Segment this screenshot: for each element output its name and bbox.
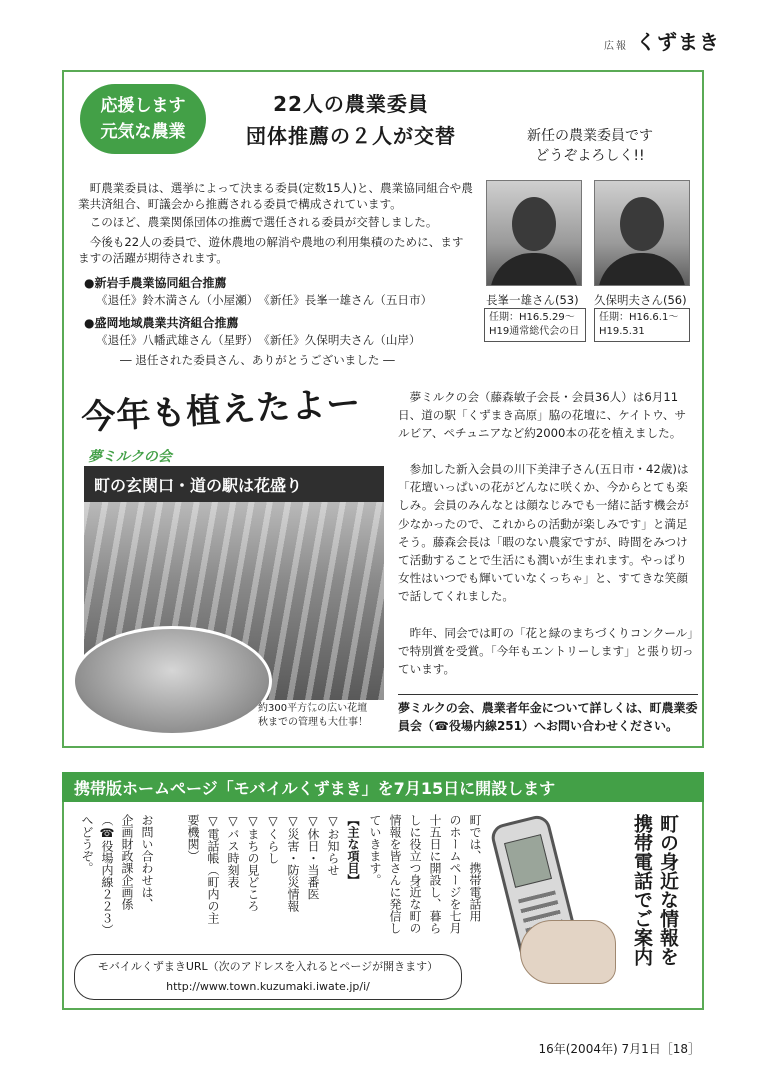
article2-title: 今年も植えたよー xyxy=(80,383,363,438)
mobile-announcement-bar: 携帯版ホームページ「モバイルくずまき」を7月15日に開設します xyxy=(62,772,704,802)
group-label: 夢ミルクの会 xyxy=(88,449,172,465)
members-photo-inset xyxy=(72,626,272,736)
member-term-2: 任期：H16.6.1～ H19.5.31 xyxy=(594,308,690,342)
greeting xyxy=(490,126,690,166)
vhead-line1: 町の身近な情報を xyxy=(657,814,679,966)
url-label: モバイルくずまきURL（次のアドレスを入れるとページが開きます） xyxy=(97,960,439,973)
greeting-line2: どうぞよろしく!! xyxy=(535,148,645,164)
vhead-line2: 携帯電話でご案内 xyxy=(631,814,653,966)
items-title: 【主な項目】 xyxy=(346,814,360,886)
article-headline xyxy=(226,88,476,152)
org2-heading: ●盛岡地域農業共済組合推薦 xyxy=(84,316,239,330)
member-name-2: 久保明夫さん(56) xyxy=(594,293,687,307)
mobile-items-list: 【主な項目】 ▽お知らせ ▽休日・当番医 ▽災害・防災情報 ▽くらし ▽まちの見どころ ▽バス時刻表 ▽電話帳（町内の主 要機関） xyxy=(184,814,361,950)
article1-paragraph-1: 町農業委員は、選挙によって決まる委員(定数15人)と、農業協同組合や農業共済組合、町議会から推薦される委員で構成されています。 xyxy=(78,181,473,211)
photo-banner: 町の玄関口・道の駅は花盛り xyxy=(84,466,384,502)
inquiry-note: 夢ミルクの会、農業者年金について詳しくは、町農業委員会（☎役場内線251）へお問い合わせください。 xyxy=(398,694,698,735)
hand-illustration xyxy=(520,920,616,984)
headline-line1: 22人の農業委員 xyxy=(273,92,429,116)
mobile-url-link[interactable]: http://www.town.kuzumaki.iwate.jp/i/ xyxy=(166,980,370,993)
badge-line2: 元気な農業 xyxy=(100,122,186,142)
greeting-line1: 新任の農業委員です xyxy=(527,128,653,144)
badge-line1: 応援します xyxy=(100,96,186,116)
article1-paragraph-2: このほど、農業関係団体の推薦で選任される委員が交替しました。 xyxy=(89,215,438,229)
masthead-kouhou: 広報 xyxy=(604,41,628,52)
article1-paragraph-3: 今後も22人の委員で、遊休農地の解消や農地の利用集積のために、ますますの活躍が期待されます。 xyxy=(78,235,464,265)
org1-heading: ●新岩手農業協同組合推薦 xyxy=(84,276,227,290)
member-photo-kubo xyxy=(594,180,690,286)
member-photo-nagamine xyxy=(486,180,582,286)
member-term-1: 任期：H16.5.29～ H19通常総代会の日 xyxy=(484,308,586,342)
mobile-vertical-headline xyxy=(630,814,680,994)
mobile-intro-text: 町では、携帯電話用 のホームページを七月 十五日に開設し、暮ら しに役立つ身近な町の 情報を皆さんに発信し ていきます。 xyxy=(368,814,482,934)
headline-line2: 団体推薦の２人が交替 xyxy=(246,124,456,148)
masthead xyxy=(604,26,720,55)
article2-paragraph-3: 昨年、同会では町の「花と緑のまちづくりコンクール」で特別賞を受賞。「今年もエントリーします」と張り切っています。 xyxy=(398,626,694,677)
url-box xyxy=(74,954,462,1000)
member-name-1: 長峯一雄さん(53) xyxy=(486,293,579,307)
org2-change: 《退任》八幡武雄さん（星野） 《新任》久保明夫さん（山岸） xyxy=(96,333,421,347)
photo-caption: 約300平方㍍の広い花壇 秋までの管理も大仕事！ xyxy=(258,703,368,728)
thanks-line: ― 退任された委員さん、ありがとうございました ― xyxy=(120,353,395,367)
issue-date-footer: 16年(2004年) 7月1日［18］ xyxy=(538,1042,700,1056)
article2-paragraph-2: 参加した新入会員の川下美津子さん(五日市・42歳)は「花壇いっぱいの花がどんなに咲くか、今からとても楽しみ。会員のみんなとは顔なじみでも一緒に話す機会が少なかったので、これからの活動が楽しみです」と満足そう。藤森会長は「暇のない農家ですが、時間をみつけて活動することで生活にも潤いが生まれます。やっぱり女性はいつでも輝いていなくっちゃ」と、すてきな笑顔で話してくれました。 xyxy=(398,462,689,604)
mobile-contact: お問い合わせは、 企画財政課企画係 （☎役場内線２２３） へどうぞ。 xyxy=(80,814,154,936)
section-badge xyxy=(80,84,206,154)
org1-change: 《退任》鈴木満さん（小屋瀬） 《新任》長峯一雄さん（五日市） xyxy=(96,293,433,307)
masthead-title: くずまき xyxy=(636,30,720,54)
article2-paragraph-1: 夢ミルクの会（藤森敏子会長・会員36人）は6月11日、道の駅「くずまき高原」脇の花壇に、ケイトウ、サルビア、ペチュニアなど約2000本の花を植えました。 xyxy=(398,390,687,441)
